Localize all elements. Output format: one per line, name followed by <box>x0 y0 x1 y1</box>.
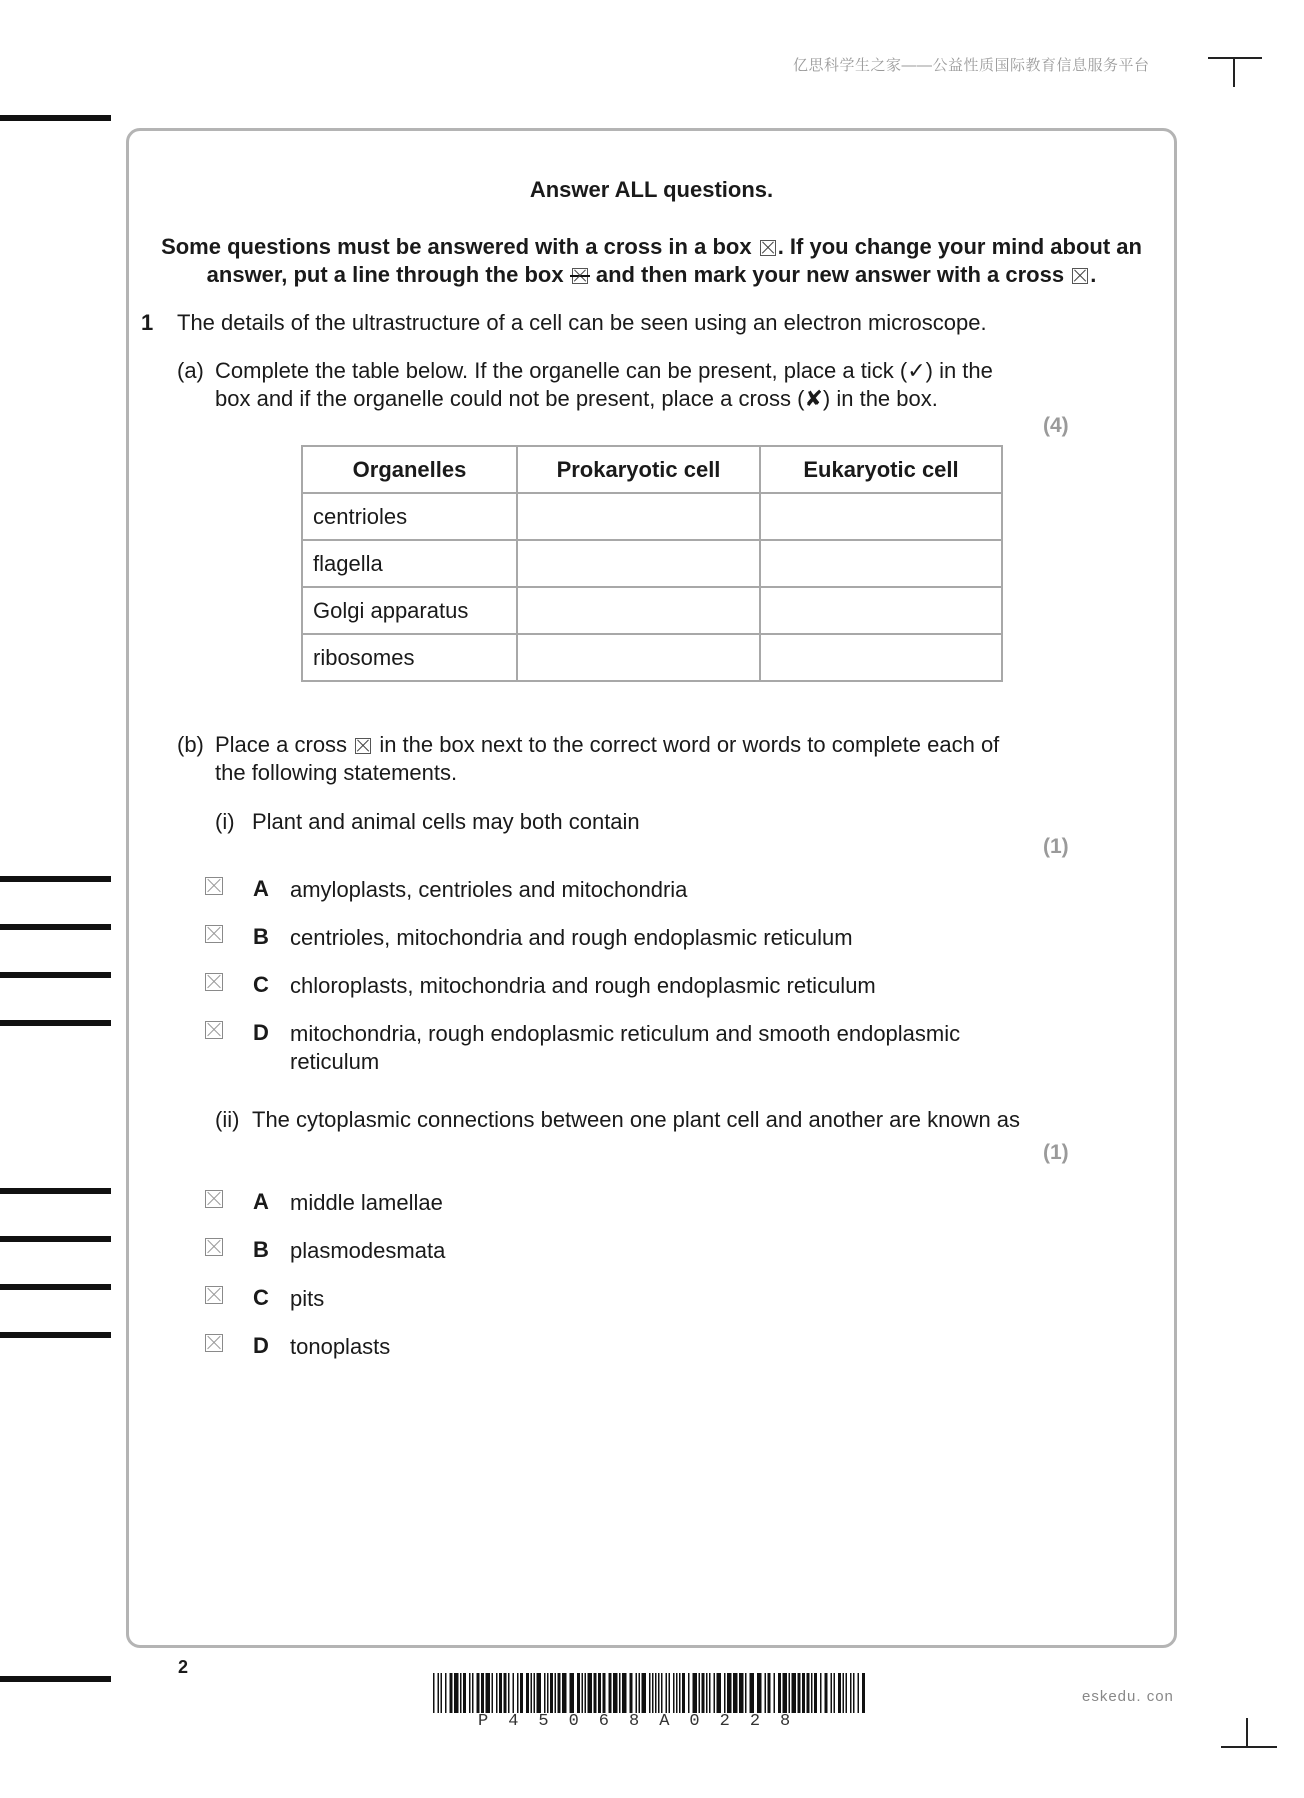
option-text: pits <box>290 1286 325 1311</box>
option-letter: A <box>253 1189 269 1214</box>
option-text: centrioles, mitochondria and rough endoplasmic reticulum <box>290 925 853 950</box>
sub-ii-stem: The cytoplasmic connections between one plant cell and another are known as <box>252 1107 1021 1132</box>
option-letter: B <box>253 1237 269 1262</box>
table-row <box>302 587 1002 634</box>
table-row <box>302 634 1002 681</box>
margin-bar <box>0 1284 111 1290</box>
margin-bar <box>0 876 111 882</box>
barcode-digits: P45068A0228 <box>478 1712 811 1731</box>
option-text: amyloplasts, centrioles and mitochondria <box>290 877 688 902</box>
part-a-label: (a) <box>177 358 204 383</box>
barcode-image <box>433 1673 867 1713</box>
margin-bar <box>0 1188 111 1194</box>
table-cell-eukaryotic-answer[interactable] <box>760 493 1002 540</box>
table-row <box>302 493 1002 540</box>
instructions-line-2-part-b: and then mark your new answer with a cross <box>595 262 1065 287</box>
table-cell-prokaryotic-answer[interactable] <box>517 634 760 681</box>
margin-bar <box>0 1676 111 1682</box>
table-header-cell: Prokaryotic cell <box>517 446 760 493</box>
option-checkbox[interactable] <box>205 1334 223 1352</box>
organelles-table <box>301 445 1003 682</box>
instructions-line-1-part-a: Some questions must be answered with a cross in a box <box>161 234 752 259</box>
option-checkbox[interactable] <box>205 973 223 991</box>
cross-box-icon <box>1072 268 1088 284</box>
option-text: chloroplasts, mitochondria and rough endoplasmic reticulum <box>290 973 876 998</box>
instructions-line-1 <box>126 233 1177 261</box>
margin-bar <box>0 1020 111 1026</box>
table-cell-prokaryotic-answer[interactable] <box>517 587 760 634</box>
instructions-line-1-part-b: . If you change your mind about an <box>777 234 1142 259</box>
question-stem: The details of the ultrastructure of a cell can be seen using an electron microscope. <box>177 310 987 335</box>
table-header-cell: Organelles <box>302 446 517 493</box>
option-text: middle lamellae <box>290 1190 443 1215</box>
option-checkbox[interactable] <box>205 1286 223 1304</box>
table-cell-eukaryotic-answer[interactable] <box>760 634 1002 681</box>
option-letter: C <box>253 1285 269 1310</box>
table-row <box>302 540 1002 587</box>
option-checkbox[interactable] <box>205 1190 223 1208</box>
option-text: plasmodesmata <box>290 1238 446 1263</box>
part-b-line-1-part-b: in the box next to the correct word or words to complete each of <box>379 732 1000 757</box>
margin-bar <box>0 1236 111 1242</box>
margin-bar <box>0 1332 111 1338</box>
part-b-line-1 <box>215 731 999 759</box>
crop-mark-top-vertical <box>1233 57 1235 87</box>
question-number: 1 <box>141 310 154 335</box>
option-checkbox[interactable] <box>205 925 223 943</box>
margin-bar <box>0 924 111 930</box>
table-header-cell: Eukaryotic cell <box>760 446 1002 493</box>
part-a-line-2: box and if the organelle could not be present, place a cross (✘) in the box. <box>215 386 938 411</box>
sub-i-stem: Plant and animal cells may both contain <box>252 809 640 834</box>
option-letter: D <box>253 1333 269 1358</box>
page-number: 2 <box>178 1657 189 1677</box>
option-text: tonoplasts <box>290 1334 391 1359</box>
table-cell-eukaryotic-answer[interactable] <box>760 540 1002 587</box>
table-cell-eukaryotic-answer[interactable] <box>760 587 1002 634</box>
footer-site-text: eskedu. con <box>1082 1688 1174 1705</box>
crop-mark-bottom-vertical <box>1246 1718 1248 1748</box>
margin-bar <box>0 115 111 121</box>
cross-box-icon <box>355 738 371 754</box>
part-b-line-1-part-a: Place a cross <box>215 732 348 757</box>
option-checkbox[interactable] <box>205 877 223 895</box>
part-b-line-2: the following statements. <box>215 760 458 785</box>
option-letter: A <box>253 876 269 901</box>
instructions-line-2-part-c: . <box>1090 262 1097 287</box>
option-text-continued: reticulum <box>290 1049 380 1074</box>
option-letter: C <box>253 972 269 997</box>
sub-i-marks: (1) <box>1043 835 1069 858</box>
part-b-label: (b) <box>177 732 204 757</box>
sub-ii-label: (ii) <box>215 1107 240 1132</box>
option-checkbox[interactable] <box>205 1021 223 1039</box>
table-cell-organelle: Golgi apparatus <box>302 587 517 634</box>
table-header-row <box>302 446 1002 493</box>
table-cell-prokaryotic-answer[interactable] <box>517 493 760 540</box>
table-cell-organelle: ribosomes <box>302 634 517 681</box>
table-cell-prokaryotic-answer[interactable] <box>517 540 760 587</box>
part-a-line-1: Complete the table below. If the organelle can be present, place a tick (✓) in the <box>215 358 993 383</box>
part-a-marks: (4) <box>1043 414 1069 437</box>
margin-bar <box>0 972 111 978</box>
crop-mark-top <box>1208 57 1262 59</box>
instructions-line-2-part-a: answer, put a line through the box <box>206 262 564 287</box>
instructions-line-2 <box>126 261 1177 289</box>
table-cell-organelle: flagella <box>302 540 517 587</box>
option-letter: D <box>253 1020 269 1045</box>
option-letter: B <box>253 924 269 949</box>
sub-ii-marks: (1) <box>1043 1141 1069 1164</box>
table-cell-organelle: centrioles <box>302 493 517 540</box>
cross-box-icon <box>760 240 776 256</box>
struck-cross-box-icon <box>572 268 588 284</box>
crop-mark-bottom <box>1221 1746 1277 1748</box>
option-text: mitochondria, rough endoplasmic reticulum and smooth endoplasmic <box>290 1021 961 1046</box>
header-source-text: 亿思科学生之家——公益性质国际教育信息服务平台 <box>793 57 1150 74</box>
instructions-title: Answer ALL questions. <box>529 177 774 202</box>
sub-i-label: (i) <box>215 809 235 834</box>
option-checkbox[interactable] <box>205 1238 223 1256</box>
